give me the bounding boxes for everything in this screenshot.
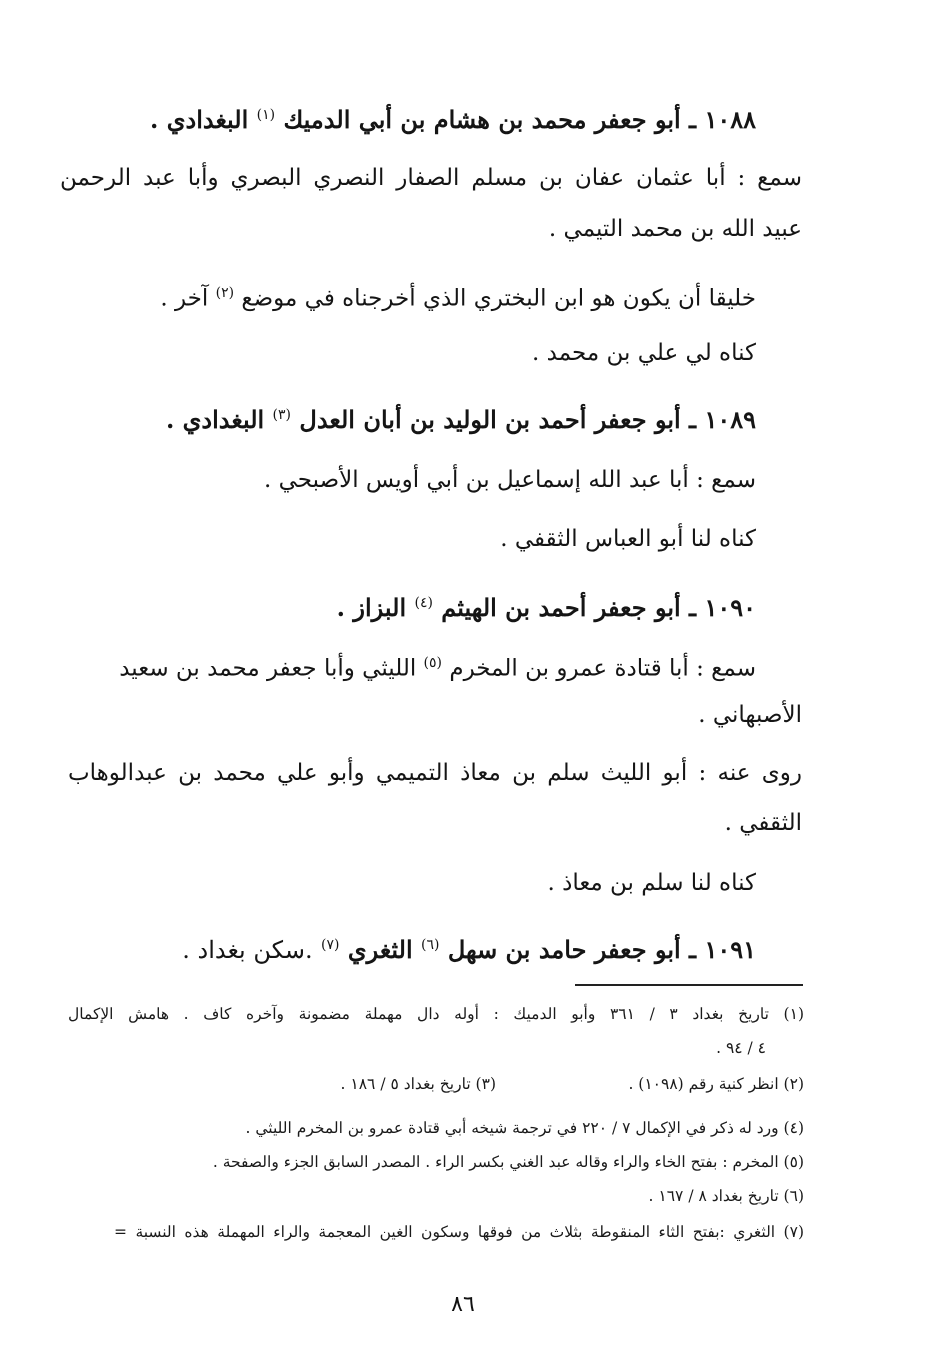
text-line: الأصبهاني .: [698, 702, 802, 728]
footnote-1-cont: ٤ / ٩٤ .: [716, 1039, 766, 1057]
footnote-ref: (٦): [421, 937, 440, 953]
text-line: سمع : أبا عبد الله إسماعيل بن أبي أويس الأصبحي .: [264, 467, 756, 493]
text-line: عبيد الله بن محمد التيمي .: [548, 216, 802, 242]
footnote-3: (٣) تاريخ بغداد ٥ / ١٨٦ .: [340, 1075, 496, 1093]
footnote-ref: (٥): [423, 655, 443, 671]
footnote-4: (٤) ورد له ذكر في الإكمال ٧ / ٢٢٠ في ترجمة شيخه أبي قتادة عمرو بن المخرم الليثي .: [245, 1119, 804, 1137]
text-line: سمع : أبا عثمان عفان بن مسلم الصفار النصري البصري وأبا عبد الرحمن: [60, 165, 802, 191]
text-segment: آخر .: [160, 285, 209, 312]
footnote-7: (٧) الثغري :بفتح الثاء المنقوطة بثلاث من فوقها وسكون الغين المعجمة والراء المهملة هذه النسبة =: [114, 1223, 804, 1241]
text-segment: خليقا أن يكون هو ابن البختري الذي أخرجناه في موضع: [241, 285, 756, 312]
footnote-ref: (١): [256, 107, 276, 123]
page-number: ٨٦: [451, 1292, 475, 1317]
entry-heading-1088: [150, 98, 756, 137]
text-segment: سمع : أبا قتادة عمرو بن المخرم: [449, 655, 756, 682]
footnote-5: (٥) المخرم : بفتح الخاء والراء وقاله عبد الغني بكسر الراء . المصدر السابق الجزء والصفحة .: [212, 1153, 804, 1171]
text-line-with-ref: [119, 646, 756, 686]
entry-heading-text: ١٠٩١ ـ أبو جعفر حامد بن سهل: [447, 935, 756, 964]
entry-heading-tail: البزاز .: [336, 593, 407, 622]
text-line: روى عنه : أبو الليث سلم بن معاذ التميمي وأبو علي محمد بن عبدالوهاب: [68, 760, 802, 786]
entry-heading-mid: الثغري: [347, 935, 413, 964]
entry-heading-1089: [166, 398, 756, 437]
entry-heading-tail: البغدادي .: [165, 405, 265, 434]
entry-heading-tail: البغدادي .: [150, 105, 249, 134]
text-line: كناه لنا سلم بن معاذ .: [547, 870, 756, 896]
footnote-ref: (٢): [215, 285, 235, 301]
footnote-2: (٢) انظر كنية رقم (١٠٩٨) .: [628, 1075, 804, 1093]
entry-heading-text: ١٠٩٠ ـ أبو جعفر أحمد بن الهيثم: [441, 593, 756, 622]
footnote-separator: [575, 984, 803, 986]
footnote-1: (١) تاريخ بغداد ٣ / ٣٦١ وأبو الدميك : أوله دال مهملة مضمونة وآخره كاف . هامش الإكمال: [68, 1005, 804, 1023]
entry-heading-text: ١٠٨٩ ـ أبو جعفر أحمد بن الوليد بن أبان العدل: [299, 405, 756, 434]
text-line-with-ref: [160, 276, 756, 316]
text-line: الثقفي .: [724, 810, 802, 836]
footnote-ref: (٧): [320, 937, 340, 953]
footnote-ref: (٣): [272, 407, 292, 423]
entry-heading-tail: .سكن بغداد .: [182, 936, 313, 964]
text-line: كناه لي علي بن محمد .: [532, 340, 756, 366]
footnote-ref: (٤): [414, 595, 433, 611]
footnote-6: (٦) تاريخ بغداد ٨ / ١٦٧ .: [648, 1187, 804, 1205]
text-line: كناه لنا أبو العباس الثقفي .: [500, 526, 756, 552]
entry-heading-text: ١٠٨٨ ـ أبو جعفر محمد بن هشام بن أبي الدميك: [283, 105, 756, 134]
text-segment: الليثي وأبا جعفر محمد بن سعيد: [119, 655, 417, 682]
entry-heading-1090: [337, 586, 756, 625]
entry-heading-1091: [182, 928, 756, 967]
